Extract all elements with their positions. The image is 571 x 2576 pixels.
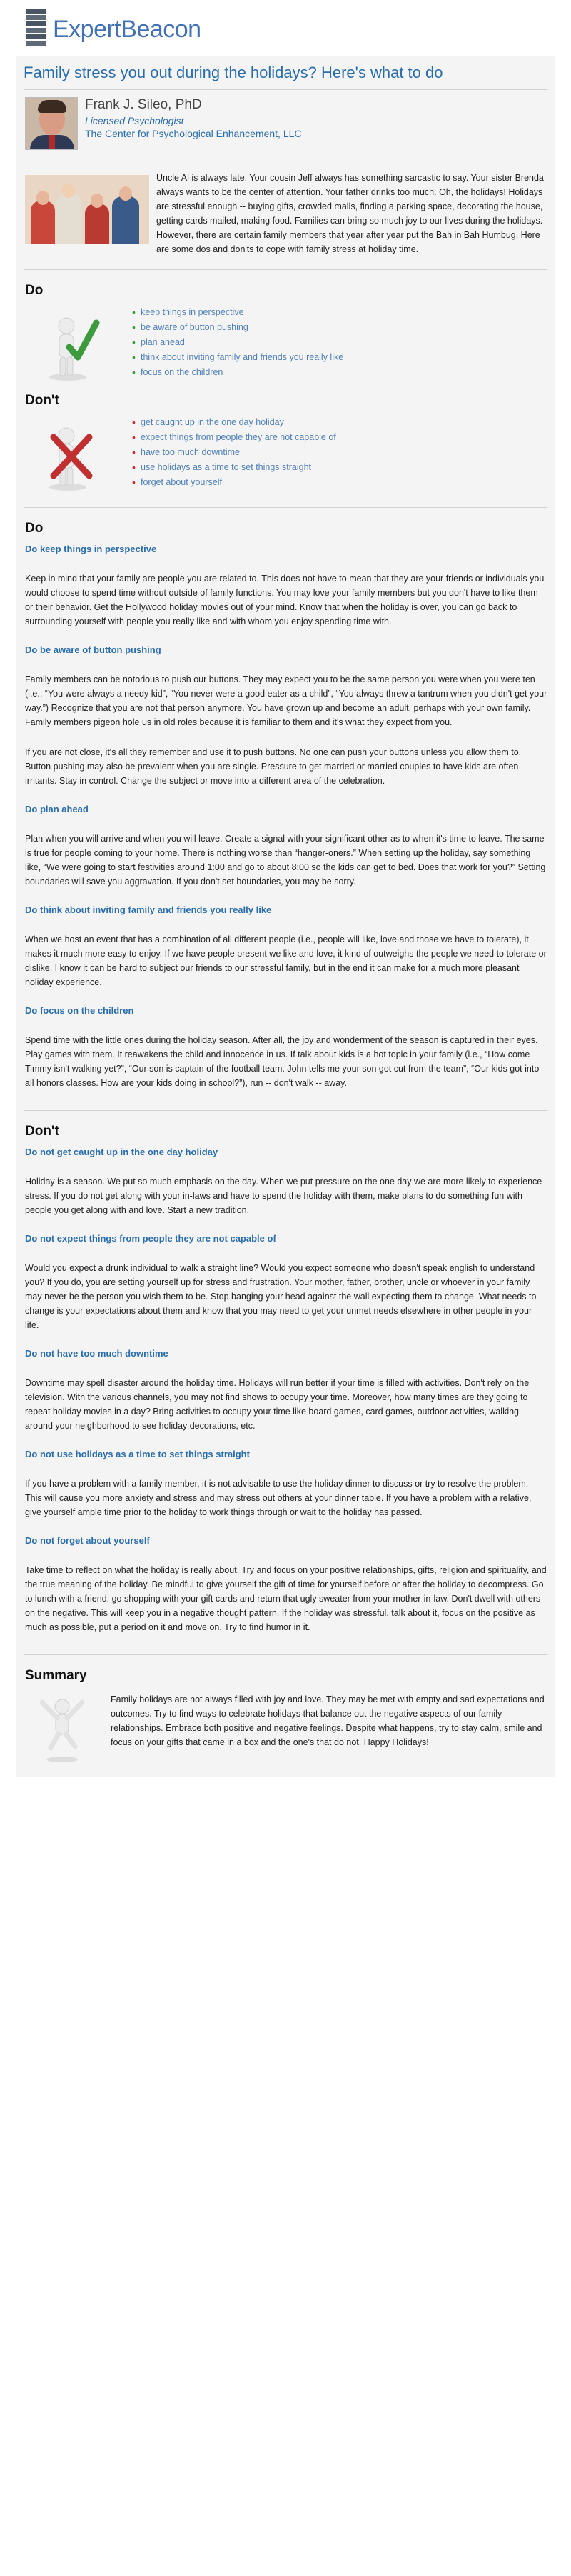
family-photo-image — [25, 175, 149, 244]
dont-list-item[interactable]: • forget about yourself — [131, 476, 345, 489]
dont-list-item[interactable]: • use holidays as a time to set things straight — [131, 461, 345, 474]
do-item-paragraph: When we host an event that has a combination of all different people (i.e., people will like, love and those we have to tolerate), it makes it much more easy to enjoy. If we have people present we like and love, it kind of outweighs the people we need to tolerate or dislike. I know it can be hard to subject our friends to our stressful family, but in the end it can make for a much more pleasant holiday experience. — [25, 934, 547, 987]
do-list-item[interactable]: • plan ahead — [131, 336, 345, 349]
dont-heading: Don't — [25, 393, 59, 408]
article-title: Family stress you out during the holidays? Here's what to do — [24, 56, 547, 90]
dont-item-paragraph: Holiday is a season. We put so much emphasis on the day. When we put pressure on the one day we are more likely to experience stress. If you do not get along with your in-laws and have to spend the holiday with them, make plans to do something fun with people you get along with and love. Start a new tradition. — [25, 1177, 542, 1215]
summary-section — [24, 1654, 547, 1777]
author-block — [24, 90, 547, 159]
author-info — [85, 97, 302, 150]
article-intro — [24, 159, 547, 269]
author-avatar[interactable] — [25, 97, 78, 150]
do-item-paragraph: Plan when you will arrive and when you will leave. Create a signal with your significant other as to when it's time to leave. The same is true for people coming to your home. There is nothing worse than “hanger-oners.” When setting up the holiday, say something like, “We were going to start festivities around 1:00 and go to about 8:00 so the kids can get to bed. Does that work for you?” Setting boundaries will save you aggravation. If you don't set boundaries, you may be sorry. — [25, 834, 546, 887]
jumping-figure-icon — [25, 1692, 103, 1764]
dont-list-item[interactable]: • expect things from people they are not capable of — [131, 431, 345, 444]
do-item-paragraph: Spend time with the little ones during the holiday season. After all, the joy and wonderment of the season is captured in their eyes. Play games with them. It reawakens the child and innocence in us. If talk about kids is a hot topic in your family (i.e., “How come Timmy isn't walking yet?”, “Our son is captain of the football team. John tells me your son got cut from the team”, “Our kids got into all honors classes. How are your kids doing in school?”), run -- don't walk -- away. — [25, 1035, 540, 1088]
intro-text: Uncle Al is always late. Your cousin Jeff always has something sarcastic to say. Your sister Brenda always wants to be the center of attention. Your father drinks too much. Oh, the holidays! Holidays are stressful enough -- buying gifts, crowded malls, finding a parking space, decorating the house, getting cards mailed, making food. Families can bring so much joy to our lives during the holidays. However, there are certain family members that year after year put the Bah in Bah Humbug. Here are some dos and don'ts to cope with family stress at holiday time. — [156, 173, 544, 254]
do-item-title: Do think about inviting family and friends you really like — [25, 904, 272, 915]
dont-section-heading: Don't — [25, 1124, 59, 1139]
summary-text: Family holidays are not always filled with joy and love. They may be met with empty and sad expectations and outcomes. Try to find ways to celebrate holidays that balance out the negative aspects of our family relationships. Embrace both positive and negative feelings. Despite what happens, try to stay calm, smile and focus on your gifts that came in a box and the one's that do not. Happy Holidays! — [111, 1694, 545, 1747]
do-item-title: Do plan ahead — [25, 804, 89, 814]
do-item-paragraph: If you are not close, it's all they remember and use it to push buttons. No one can push your buttons unless you allow them to. Button pushing may also be prevalent when you are single. Pressure to get married or married couples to have kids are often irritants. Stay in control. Change the subject or move into a different area of the celebration. — [25, 747, 522, 786]
figure-with-green-checkmark-icon — [25, 306, 125, 384]
dont-item-paragraph: If you have a problem with a family member, it is not advisable to use the holiday dinner to discuss or try to resolve the problem. This will cause you more anxiety and stress and may stress out others at your dinner table. If you have a problem with a relative, give yourself ample time prior to the holiday to work things through or wait to the holiday has passed. — [25, 1479, 532, 1517]
article-container — [16, 56, 555, 1777]
summary-heading: Summary — [25, 1668, 87, 1683]
dont-item-paragraph: Would you expect a drunk individual to walk a straight line? Would you expect someone who doesn't speak english to understand you? If you do, you are setting yourself up for stress and frustration. Your mother, father, brother, uncle or whoever in your family may never be the person you wish them to be. Stop banging your head against the wall expecting them to change. What needs to change is your expectations about them and know that you may need to get your unmet needs elsewhere in other people in your life. — [25, 1263, 537, 1330]
dont-list-item[interactable]: • have too much downtime — [131, 446, 345, 459]
site-logo-text[interactable]: ExpertBeacon — [53, 16, 201, 43]
author-name[interactable]: Frank J. Sileo, PhD — [85, 97, 202, 112]
do-item-paragraph: Keep in mind that your family are people you are related to. This does not have to mean that they are your friends or individuals you would choose to spend time without outside of family functions. You may love your family members but you don't have to like them or their behavior. Get the Hollywood holiday movies out of your mind. Know that when the holiday is over, you can go back to surrounding yourself with people you really like and with whom you enjoy spending time with. — [25, 574, 545, 626]
dont-item-title: Do not expect things from people they are not capable of — [25, 1233, 276, 1244]
dont-item-title: Do not use holidays as a time to set things straight — [25, 1449, 250, 1459]
figure-with-red-x-icon — [25, 416, 125, 494]
dont-list — [131, 416, 345, 494]
do-list-item[interactable]: • keep things in perspective — [131, 306, 345, 319]
do-list-item[interactable]: • be aware of button pushing — [131, 321, 345, 334]
dont-section — [24, 1110, 547, 1654]
do-list — [131, 306, 345, 384]
dos-donts-overview — [24, 269, 547, 507]
do-item-title: Do focus on the children — [25, 1005, 134, 1016]
dont-list-item[interactable]: • get caught up in the one day holiday — [131, 416, 345, 429]
author-role: Licensed Psychologist — [85, 115, 184, 126]
do-section — [24, 507, 547, 1110]
dont-item-paragraph: Downtime may spell disaster around the holiday time. Holidays will run better if your time is filled with activities. Don't rely on the television. With the various channels, you may not find shows to occupy your time. Moreover, how many times are they going to repeat holiday movies in a day? Bring activities to occupy your time like board games, card games, outdoor activities, walking around your neighborhood to see holiday decorations, etc. — [25, 1378, 530, 1431]
dont-item-title: Do not get caught up in the one day holiday — [25, 1147, 218, 1157]
dont-item-title: Do not have too much downtime — [25, 1348, 168, 1359]
dont-item-title: Do not forget about yourself — [25, 1535, 150, 1546]
dont-item-paragraph: Take time to reflect on what the holiday is really about. Try and focus on your positive relationships, gifts, religion and spirituality, and the true meaning of the holiday. Be mindful to give yourself the gift of time for yourself before or after the holiday to decompress. Go to lunch with a friend, go shopping with your gift cards and return that ugly sweater from your mother-in-law. Don't dwell with others on the negative. This will keep you in a negative thought pattern. If the holiday was stressful, talk about it, focus on the positive as much as possible, put a period on it and move on. Try to find humor in it. — [25, 1565, 547, 1632]
building-stack-logo-icon[interactable] — [21, 6, 50, 47]
do-list-item[interactable]: • focus on the children — [131, 366, 345, 379]
site-header — [0, 0, 571, 56]
do-list-item[interactable]: • think about inviting family and friends you really like — [131, 351, 345, 364]
do-item-title: Do be aware of button pushing — [25, 644, 161, 655]
do-heading: Do — [25, 283, 44, 298]
do-section-heading: Do — [25, 521, 44, 536]
do-item-paragraph: Family members can be notorious to push our buttons. They may expect you to be the same person you were when you were ten (i.e., “You were always a needy kid”, “You never were a good eater as a child”, “You always threw a tantrum when you didn't get your way.”) Recognize that you are not that person anymore. You have grown up and become an adult, perhaps with your own family. Family members pigeon hole us in old roles because it is familiar to them and it's what they expect from you. — [25, 674, 547, 727]
author-organization[interactable]: The Center for Psychological Enhancement, LLC — [85, 128, 302, 139]
do-item-title: Do keep things in perspective — [25, 544, 157, 554]
